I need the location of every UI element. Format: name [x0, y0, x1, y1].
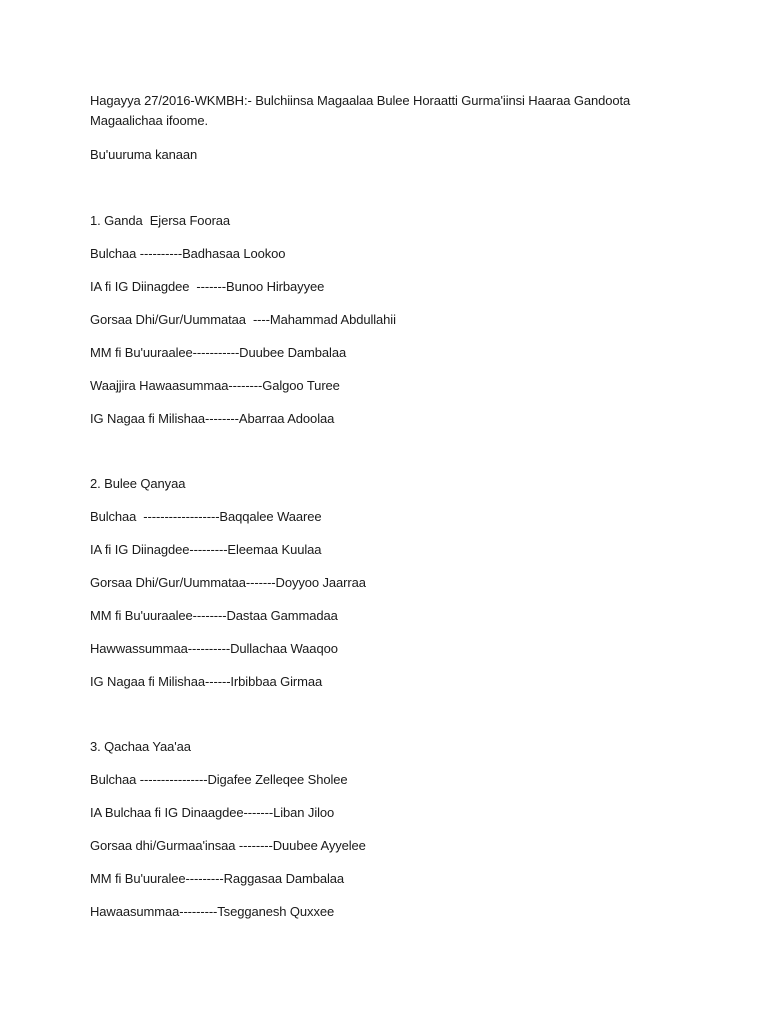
list-item: MM fi Bu'uuraalee--------Dastaa Gammadaa — [90, 608, 338, 623]
list-item: IA Bulchaa fi IG Dinaagdee-------Liban Jiloo — [90, 805, 335, 820]
section-title: 1. Ganda Ejersa Fooraa — [90, 213, 231, 228]
list-item: Hawwassummaa----------Dullachaa Waaqoo — [90, 641, 338, 656]
list-item: MM fi Bu'uuraalee-----------Duubee Dambalaa — [90, 345, 347, 360]
list-item: MM fi Bu'uuralee---------Raggasaa Dambalaa — [90, 871, 345, 886]
document-heading: Hagayya 27/2016-WKMBH:- Bulchiinsa Magaalaa Bulee Horaatti Gurma'iinsi Haaraa Gandoota Magaalichaa ifoome. — [90, 93, 631, 128]
list-item: Bulchaa ----------------Digafee Zelleqee Sholee — [90, 772, 348, 787]
list-item: Gorsaa Dhi/Gur/Uummataa ----Mahammad Abdullahii — [90, 312, 396, 327]
list-item: IA fi IG Diinagdee---------Eleemaa Kuulaa — [90, 542, 322, 557]
list-item: IA fi IG Diinagdee -------Bunoo Hirbayyee — [90, 279, 325, 294]
list-item: Gorsaa dhi/Gurmaa'insaa --------Duubee Ayyelee — [90, 838, 366, 853]
section-title: 2. Bulee Qanyaa — [90, 476, 186, 491]
list-item: Bulchaa ------------------Baqqalee Waaree — [90, 509, 322, 524]
document-subheading: Bu'uuruma kanaan — [90, 147, 198, 162]
document-page — [90, 91, 690, 919]
section-title: 3. Qachaa Yaa'aa — [90, 739, 191, 754]
list-item: IG Nagaa fi Milishaa--------Abarraa Adoolaa — [90, 411, 335, 426]
list-item: Bulchaa ----------Badhasaa Lookoo — [90, 246, 286, 261]
list-item: Waajjira Hawaasummaa--------Galgoo Turee — [90, 378, 340, 393]
list-item: Gorsaa Dhi/Gur/Uummataa-------Doyyoo Jaarraa — [90, 575, 366, 590]
list-item: IG Nagaa fi Milishaa------Irbibbaa Girmaa — [90, 674, 323, 689]
list-item: Hawaasummaa---------Tsegganesh Quxxee — [90, 904, 335, 919]
